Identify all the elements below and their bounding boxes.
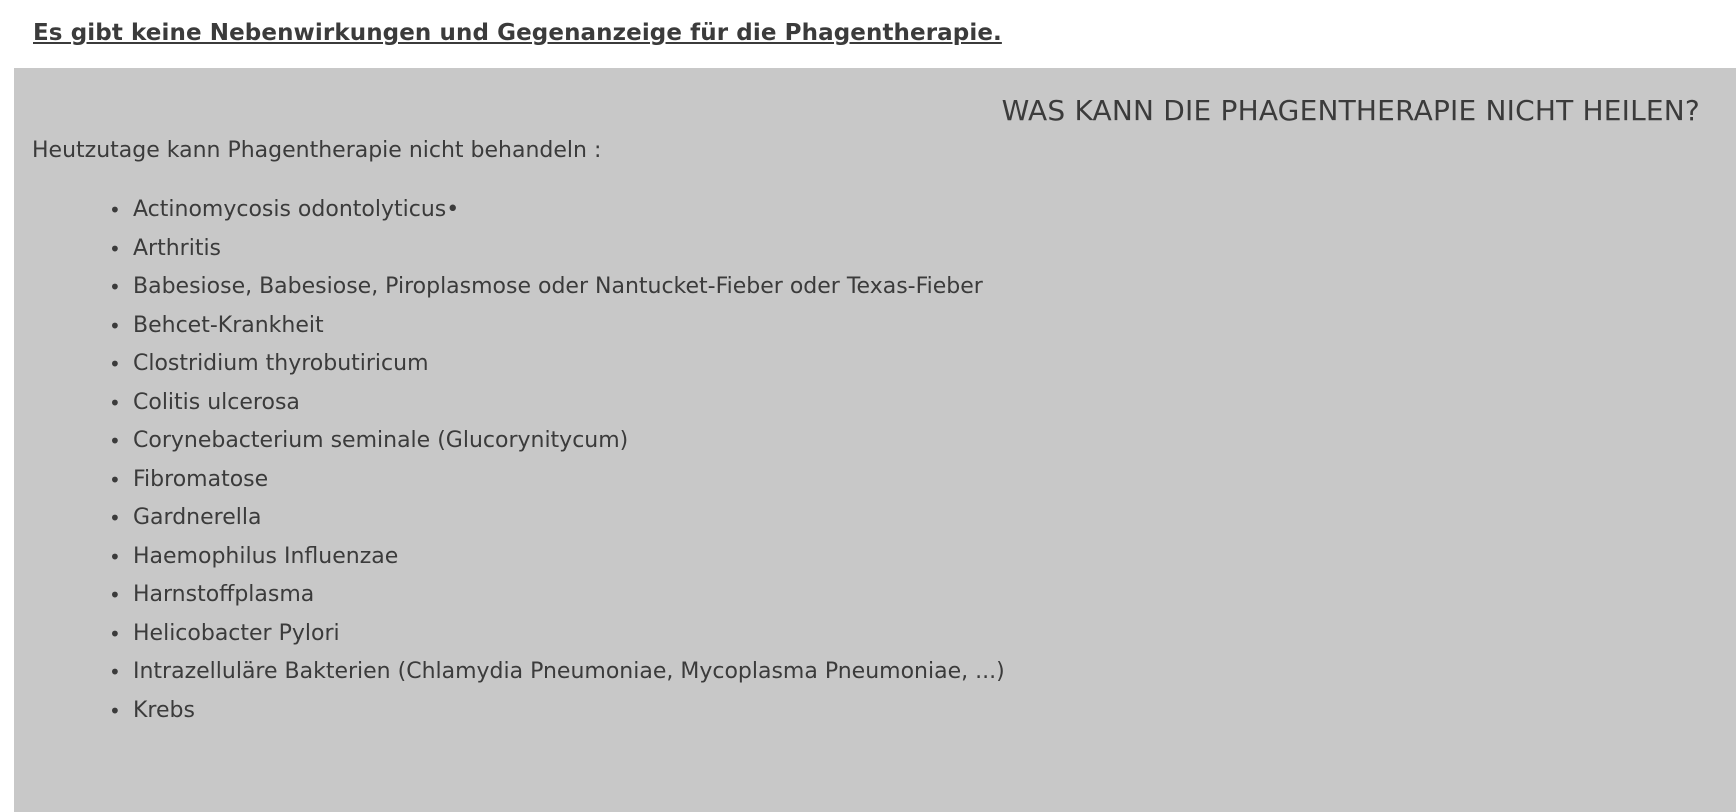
list-item: • Babesiose, Babesiose, Piroplasmose oder Nantucket-Fieber oder Texas-Fieber bbox=[109, 268, 1736, 307]
disease-list bbox=[14, 191, 1736, 730]
list-item: • Corynebacterium seminale (Glucorynitycum) bbox=[109, 422, 1736, 461]
list-item: • Harnstoffplasma bbox=[109, 576, 1736, 615]
list-item: • Actinomycosis odontolyticus• bbox=[109, 191, 1736, 230]
list-item: • Arthritis bbox=[109, 230, 1736, 269]
section-title: WAS KANN DIE PHAGENTHERAPIE NICHT HEILEN? bbox=[1001, 94, 1700, 127]
list-item: • Colitis ulcerosa bbox=[109, 384, 1736, 423]
page-title: Es gibt keine Nebenwirkungen und Gegenanzeige für die Phagentherapie. bbox=[33, 20, 1002, 47]
list-item: • Behcet-Krankheit bbox=[109, 307, 1736, 346]
list-item: • Clostridium thyrobutiricum bbox=[109, 345, 1736, 384]
list-item: • Gardnerella bbox=[109, 499, 1736, 538]
list-item: • Krebs bbox=[109, 692, 1736, 731]
list-item: • Intrazelluläre Bakterien (Chlamydia Pneumoniae, Mycoplasma Pneumoniae, ...) bbox=[109, 653, 1736, 692]
list-item: • Fibromatose bbox=[109, 461, 1736, 500]
intro-text: Heutzutage kann Phagentherapie nicht behandeln : bbox=[32, 137, 602, 163]
top-heading-band bbox=[0, 0, 1736, 68]
content-panel bbox=[14, 68, 1736, 812]
list-item: • Haemophilus Influenzae bbox=[109, 538, 1736, 577]
list-item: • Helicobacter Pylori bbox=[109, 615, 1736, 654]
